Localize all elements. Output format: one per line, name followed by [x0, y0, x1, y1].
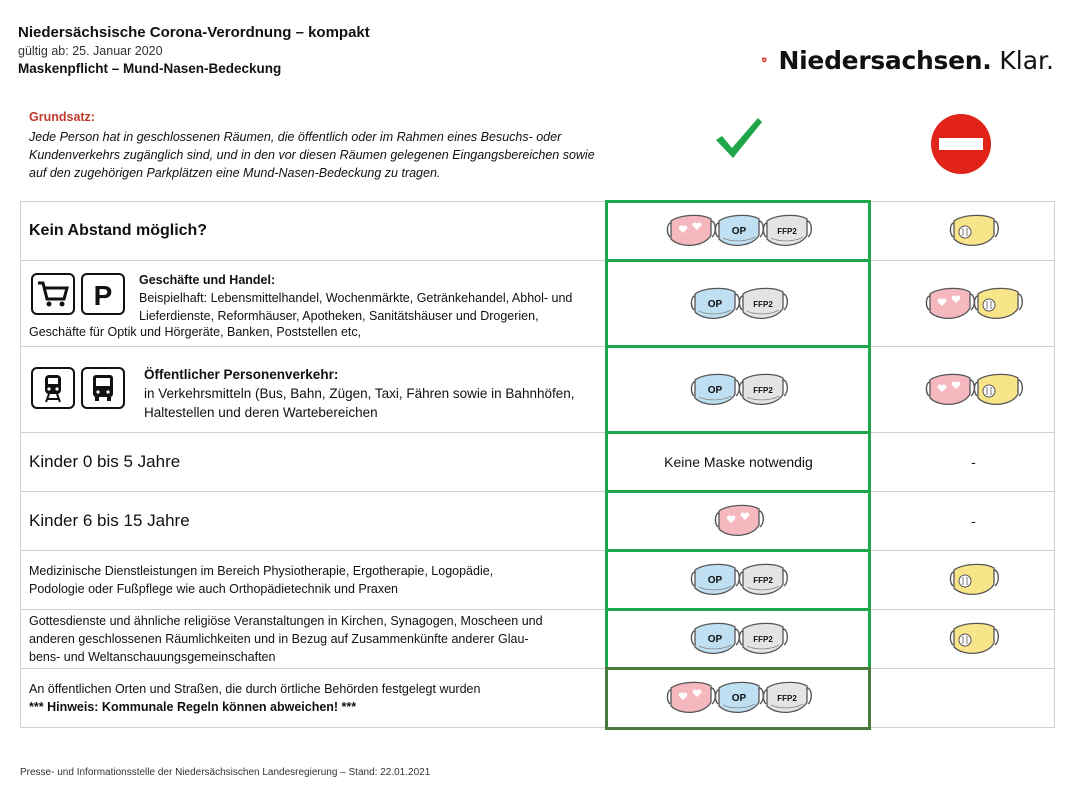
- allowed-frame: [605, 345, 871, 434]
- row-text-line: Geschäfte für Optik und Hörgeräte, Banken, Poststellen etc,: [29, 325, 362, 339]
- forbidden-masks: [891, 669, 1056, 727]
- row-title: Kinder 0 bis 5 Jahre: [29, 452, 181, 471]
- allowed-frame: [605, 259, 871, 348]
- row-title: Öffentlicher Personenverkehr:: [144, 367, 339, 382]
- valve-mask-icon: [948, 211, 1000, 251]
- table-row: [20, 202, 1055, 261]
- svg-text:FFP2: FFP2: [752, 576, 773, 585]
- allowed-frame: [605, 608, 871, 670]
- valve-mask-icon: [972, 370, 1024, 410]
- grundsatz-text: Jede Person hat in geschlossenen Räumen, die öffentlich oder im Rahmen eines Besuchs- oder Kundenverkehrs zugänglich sind, und in den vor diesen Räumen gelegenen Eingangsbereichen sowie auf den zugehörigen Parkplätzen eine Mund-Nasen-Bedeckung zu tragen.: [29, 130, 595, 180]
- svg-text:OP: OP: [731, 693, 746, 704]
- forbidden-masks: [891, 202, 1056, 260]
- table-row: [20, 433, 1055, 492]
- forbidden-masks: [891, 610, 1056, 668]
- row-title: Kinder 6 bis 15 Jahre: [29, 511, 190, 530]
- svg-text:FFP2: FFP2: [752, 385, 773, 395]
- row-text-line: Medizinische Dienstleistungen im Bereich Physiotherapie, Ergotherapie, Logopädie,: [29, 564, 494, 578]
- logo-name-bold: Niedersachsen.: [778, 45, 992, 75]
- allowed-frame: [605, 667, 871, 730]
- row-text-line: An öffentlichen Orten und Straßen, die durch örtliche Behörden festgelegt wurden: [29, 682, 481, 696]
- logo-name-light: Klar.: [991, 45, 1054, 75]
- page-subtitle: Maskenpflicht – Mund-Nasen-Bedeckung: [18, 61, 282, 76]
- row-text-line: bens- und Weltanschauungsgemeinschaften: [29, 650, 276, 664]
- row-text-line: Podologie oder Fußpflege wie auch Orthopädietechnik und Praxen: [29, 582, 398, 596]
- shopping-cart-icon: [31, 273, 75, 315]
- table-row: [20, 551, 1055, 610]
- forbidden-masks: [891, 551, 1056, 609]
- allowed-frame: [605, 431, 871, 493]
- row-text-line: in Verkehrsmitteln (Bus, Bahn, Zügen, Taxi, Fähren sowie in Bahnhöfen,: [144, 386, 575, 401]
- forbidden-masks: -: [971, 513, 976, 529]
- table-row: [20, 261, 1055, 347]
- mask-rules-table: [20, 201, 1055, 728]
- grundsatz-label: Grundsatz:: [29, 110, 95, 124]
- svg-text:OP: OP: [707, 634, 722, 645]
- community-mask-icon: [924, 370, 976, 410]
- allowed-frame: [605, 549, 871, 611]
- forbidden-masks: [891, 347, 1056, 432]
- table-row: [20, 492, 1055, 551]
- valid-from: gültig ab: 25. Januar 2020: [18, 44, 163, 58]
- valve-mask-icon: [948, 560, 1000, 600]
- community-mask-icon: [924, 284, 976, 324]
- no-mask-needed-text: Keine Maske notwendig: [664, 454, 813, 470]
- allowed-frame: [605, 490, 871, 552]
- svg-text:FFP2: FFP2: [776, 227, 797, 236]
- table-row: [20, 610, 1055, 669]
- no-entry-icon: [930, 113, 992, 175]
- page-title: Niedersächsische Corona-Verordnung – kompakt: [18, 24, 370, 41]
- municipal-rules-note: *** Hinweis: Kommunale Regeln können abweichen! ***: [29, 700, 357, 714]
- svg-text:FFP2: FFP2: [752, 299, 773, 309]
- forbidden-masks: [891, 261, 1056, 346]
- row-text-line: Gottesdienste und ähnliche religiöse Veranstaltungen in Kirchen, Synagogen, Moscheen und: [29, 614, 543, 628]
- niedersachsen-logo: [762, 32, 1054, 88]
- train-icon: [31, 367, 75, 409]
- valve-mask-icon: [948, 619, 1000, 659]
- row-title: Kein Abstand möglich?: [29, 222, 208, 239]
- row-text-line: Beispielhaft: Lebensmittelhandel, Wochenmärkte, Getränkehandel, Abhol- und: [139, 291, 573, 305]
- allowed-frame: [605, 200, 871, 262]
- logo-wordmark: [779, 46, 1054, 75]
- svg-text:FFP2: FFP2: [776, 694, 797, 703]
- bus-icon: [81, 367, 125, 409]
- svg-text:P: P: [93, 280, 113, 309]
- svg-text:FFP2: FFP2: [752, 635, 773, 644]
- row-text-line: Haltestellen und deren Wartebereichen: [144, 405, 378, 420]
- parking-icon: [81, 273, 125, 315]
- row-title: Geschäfte und Handel:: [139, 273, 276, 287]
- green-checkmark-icon: [712, 114, 766, 162]
- valve-mask-icon: [972, 284, 1024, 324]
- forbidden-masks: -: [971, 454, 976, 470]
- saxony-horse-shield-icon: [762, 32, 767, 88]
- svg-text:OP: OP: [731, 226, 746, 237]
- footer-text: Presse- und Informationsstelle der Niedersächsischen Landesregierung – Stand: 22.01.2021: [20, 767, 431, 778]
- svg-text:OP: OP: [707, 384, 722, 396]
- row-text-line: Lieferdienste, Reformhäuser, Apotheken, Sanitätshäuser und Drogerien,: [139, 309, 539, 323]
- table-row: [20, 347, 1055, 433]
- svg-text:OP: OP: [707, 298, 722, 310]
- row-text-line: anderen geschlossenen Räumlichkeiten und in Bezug auf Zusammenkünfte anderer Glau-: [29, 632, 529, 646]
- table-row: [20, 669, 1055, 728]
- svg-text:OP: OP: [707, 575, 722, 586]
